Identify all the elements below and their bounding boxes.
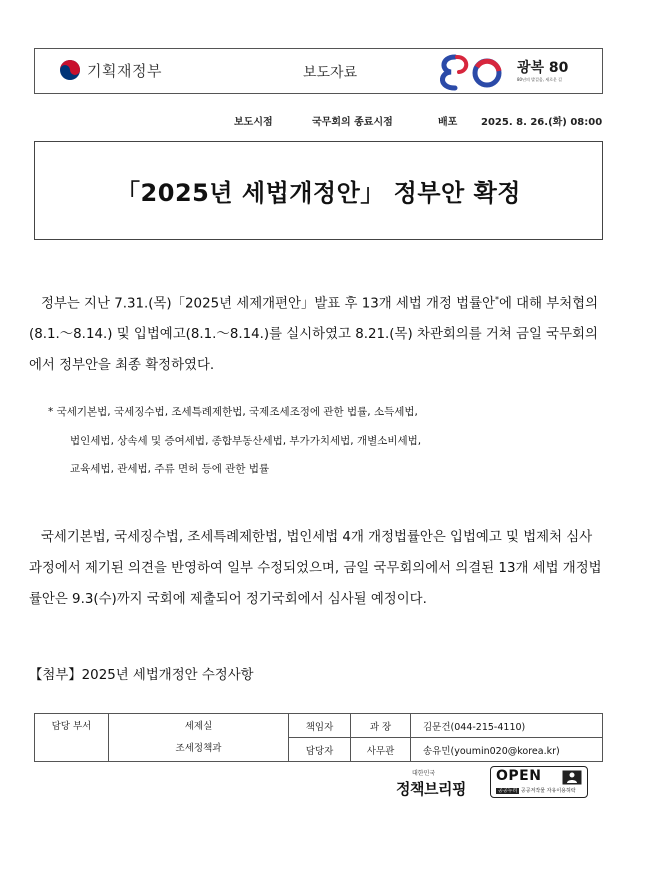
press-release-label: 보도자료 <box>303 65 358 81</box>
dept-label: 담당 부서 <box>35 714 109 762</box>
resp-name: 김문건(044-215-4110) <box>411 714 603 738</box>
release-time-value: 국무회의 종료시점 <box>312 117 393 128</box>
ministry-logo <box>59 59 162 81</box>
dept-1: 세제실 <box>184 720 213 732</box>
page-title: 「2025년 세법개정안」 정부안 확정 <box>116 179 521 207</box>
press-header <box>34 48 603 94</box>
footnote-marker: * <box>494 295 499 304</box>
dept-cell <box>109 714 289 762</box>
policy-briefing-logo <box>396 768 484 802</box>
ministry-name: 기획재정부 <box>87 61 162 80</box>
footnote-line-2: 법인세법, 상속세 및 증여세법, 종합부동산세법, 부가가치세법, 개별소비세법, <box>70 434 422 447</box>
kogl-open-badge <box>490 766 588 798</box>
body-paragraph-2: 국세기본법, 국세징수법, 조세특례제한법, 법인세법 4개 개정법률안은 입법예고 및 법제처 심사 과정에서 제기된 의견을 반영하여 일부 수정되었으며, 금일 국무회의에서 의결된 13개 세법 개정법률안은 9.3(수)까지 국회에 제출되어 정기국회에서 심사될 예정이다. <box>29 530 602 607</box>
resp-label: 책임자 <box>289 714 351 738</box>
open-sub: 공공누리 <box>498 788 518 794</box>
open-sub-row <box>496 787 576 794</box>
attachment-line: 【첨부】2025년 세법개정안 수정사항 <box>29 668 254 683</box>
anniversary-80-icon <box>437 53 517 91</box>
contact-table <box>34 713 603 762</box>
distribution-value: 2025. 8. 26.(화) 08:00 <box>481 117 603 128</box>
anniversary-subtitle: 80년의 발걸음, 새로운 길 <box>517 77 562 82</box>
open-desc: 공공저작물 자유이용허락 <box>520 788 576 794</box>
p1-text-a: 정부는 지난 7.31.(목)「2025년 세제개편안」발표 후 13개 세법 개정 법률안 <box>41 296 495 312</box>
policy-small-text: 대한민국 <box>412 770 436 777</box>
footnote-line-1: * 국세기본법, 국세징수법, 조세특례제한법, 국제조세조정에 관한 법률, 소득세법, <box>48 406 418 418</box>
release-time-label: 보도시점 <box>234 117 273 128</box>
taegeuk-emblem-icon <box>59 59 81 81</box>
footnote-line-3: 교육세법, 관세법, 주류 면허 등에 관한 법률 <box>70 463 270 475</box>
staff-title: 사무관 <box>351 738 411 762</box>
liberation-80-logo <box>437 53 597 91</box>
open-label: OPEN <box>496 768 542 784</box>
staff-label: 담당자 <box>289 738 351 762</box>
staff-email[interactable]: 송유민(youmin020@korea.kr) <box>411 738 603 762</box>
anniversary-title: 광복 80 <box>517 60 569 76</box>
title-box <box>34 141 603 240</box>
person-type-icon <box>562 770 582 785</box>
policy-main-text: 정책브리핑 <box>396 780 466 798</box>
distribution-label: 배포 <box>438 117 458 128</box>
p1-text-b: 에 대해 부처협의(8.1.～8.14.) 및 입법예고(8.1.～8.14.)를 실시하였고 8.21.(목) 차관회의를 거쳐 금일 국무회의에서 정부안을 최종 확정하였다. <box>29 296 599 374</box>
dept-2: 조세정책과 <box>175 742 222 754</box>
body-paragraph-1 <box>29 284 609 381</box>
footnote <box>48 398 608 484</box>
resp-title: 과 장 <box>351 714 411 738</box>
